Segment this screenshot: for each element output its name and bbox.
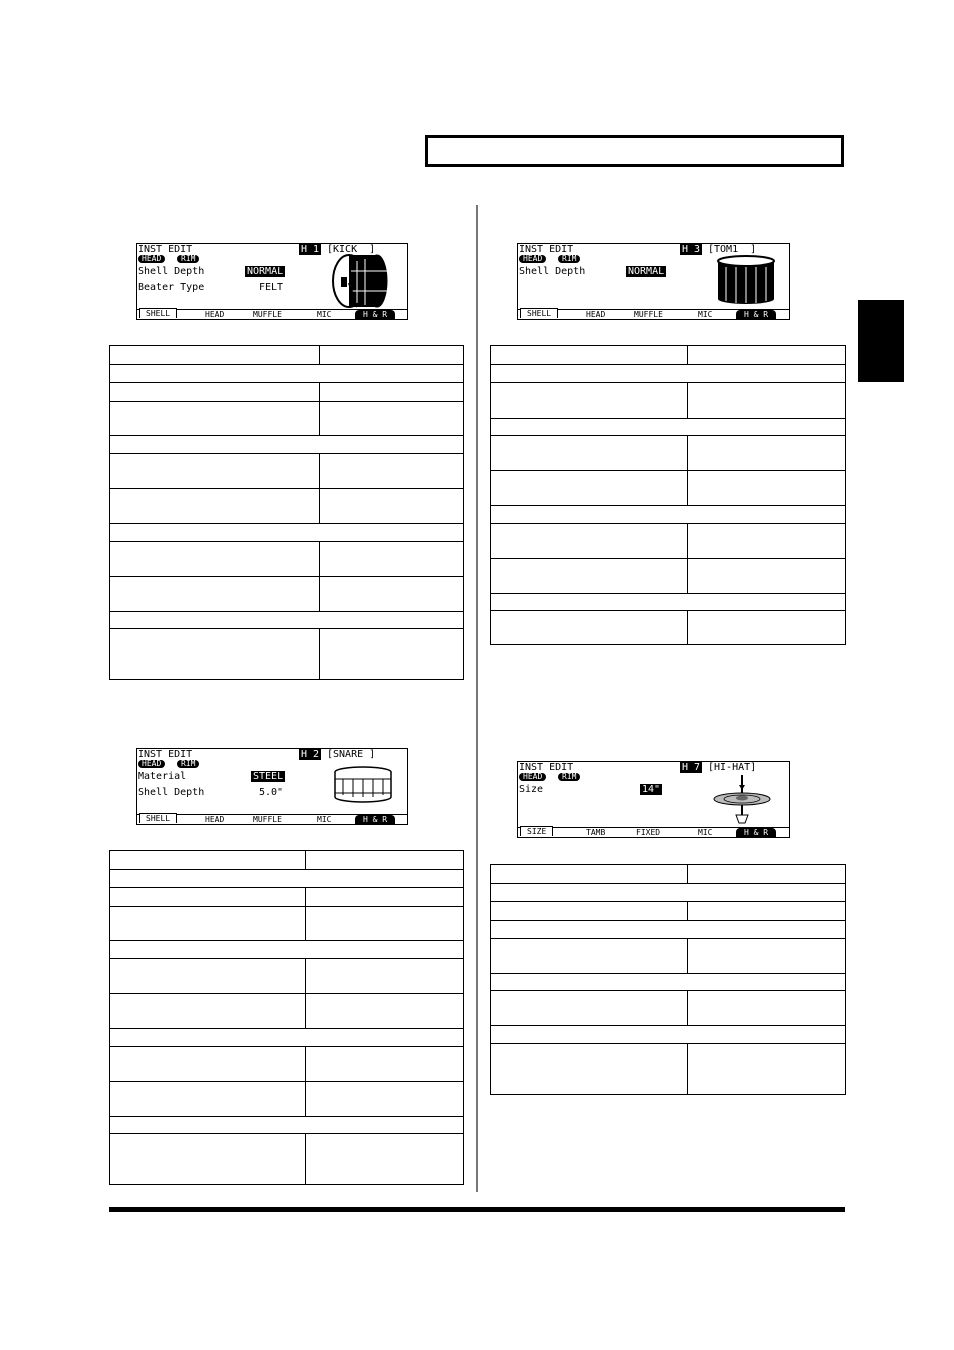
lcd-pad-number: H 2 <box>301 749 320 760</box>
lcd-param-value: 14" <box>642 784 661 795</box>
table-row <box>491 939 845 974</box>
lcd-tab-shell[interactable]: SHELL <box>139 813 177 823</box>
lcd-pad-number: H 7 <box>682 762 701 773</box>
lcd-head-pill: HEAD <box>138 760 165 768</box>
table-header-row <box>110 346 463 365</box>
lcd-instrument-name: [HI-HAT] <box>708 762 757 773</box>
lcd-tab-tamb[interactable]: TAMB <box>586 828 606 837</box>
lcd-title: INST EDIT <box>138 749 193 760</box>
table-header-row <box>110 851 463 870</box>
lcd-snare <box>136 748 408 825</box>
table-row <box>491 383 845 419</box>
hihat-parameter-table <box>490 864 846 1095</box>
lcd-tab-hr[interactable]: H & R <box>355 815 395 824</box>
lcd-tab-mic[interactable]: MIC <box>698 310 713 319</box>
table-row <box>110 489 463 524</box>
lcd-param-label: Size <box>519 784 544 795</box>
lcd-tab-head[interactable]: HEAD <box>205 310 225 319</box>
table-row <box>110 383 463 402</box>
lcd-head-pill: HEAD <box>519 773 546 781</box>
bottom-rule <box>109 1207 845 1212</box>
tom-drum-icon <box>716 255 776 307</box>
table-row <box>491 524 845 559</box>
lcd-tab-mic[interactable]: MIC <box>317 815 332 824</box>
table-section-row <box>491 921 845 939</box>
lcd-param-label: Shell Depth <box>138 266 205 277</box>
table-row <box>110 1134 463 1184</box>
section-header-box <box>425 135 844 167</box>
lcd-instrument-name: [TOM1 ] <box>708 244 757 255</box>
table-section-row <box>110 870 463 888</box>
table-row <box>491 471 845 506</box>
lcd-tab-hr[interactable]: H & R <box>355 310 395 319</box>
kick-parameter-table <box>109 345 464 680</box>
table-section-row <box>110 1117 463 1134</box>
table-section-row <box>491 884 845 902</box>
tom-parameter-table <box>490 345 846 645</box>
table-section-row <box>491 1026 845 1044</box>
table-row <box>110 888 463 907</box>
table-row <box>110 1047 463 1082</box>
table-section-row <box>491 419 845 436</box>
lcd-tab-shell[interactable]: SHELL <box>520 308 558 318</box>
table-row <box>110 402 463 436</box>
lcd-instrument-name: [SNARE ] <box>327 749 376 760</box>
column-divider <box>476 205 478 1192</box>
lcd-tab-muffle[interactable]: MUFFLE <box>634 310 663 319</box>
lcd-param-value: FELT <box>259 282 284 293</box>
lcd-tab-head[interactable]: HEAD <box>586 310 606 319</box>
lcd-tab-muffle[interactable]: MUFFLE <box>253 815 282 824</box>
lcd-tab-fixed[interactable]: FIXED <box>636 828 661 837</box>
lcd-tab-bar <box>137 814 407 824</box>
lcd-param-value: 5.0" <box>259 787 284 798</box>
table-section-row <box>491 974 845 991</box>
snare-parameter-table <box>109 850 464 1185</box>
table-row <box>491 1044 845 1094</box>
lcd-param-label: Material <box>138 771 187 782</box>
lcd-tab-head[interactable]: HEAD <box>205 815 225 824</box>
lcd-hihat <box>517 761 790 838</box>
table-section-row <box>110 365 463 383</box>
lcd-param-label: Beater Type <box>138 282 205 293</box>
table-header-row <box>491 346 845 365</box>
table-section-row <box>491 594 845 611</box>
chapter-side-tab <box>858 300 904 382</box>
lcd-tab-bar <box>518 309 789 319</box>
table-section-row <box>110 941 463 959</box>
table-row <box>110 959 463 994</box>
lcd-param-value: NORMAL <box>247 266 284 277</box>
table-row <box>110 454 463 489</box>
lcd-tab-mic[interactable]: MIC <box>317 310 332 319</box>
lcd-tab-size[interactable]: SIZE <box>520 826 553 836</box>
table-section-row <box>110 436 463 454</box>
table-section-row <box>110 524 463 542</box>
lcd-head-pill: HEAD <box>138 255 165 263</box>
lcd-tab-bar <box>518 827 789 837</box>
lcd-title: INST EDIT <box>519 762 574 773</box>
lcd-tab-hr[interactable]: H & R <box>736 828 776 837</box>
lcd-tab-mic[interactable]: MIC <box>698 828 713 837</box>
lcd-tab-muffle[interactable]: MUFFLE <box>253 310 282 319</box>
lcd-tab-shell[interactable]: SHELL <box>139 308 177 318</box>
lcd-tab-bar <box>137 309 407 319</box>
table-row <box>110 577 463 612</box>
lcd-param-label: Shell Depth <box>138 787 205 798</box>
lcd-param-label: Shell Depth <box>519 266 586 277</box>
table-row <box>491 902 845 921</box>
table-header-row <box>491 865 845 884</box>
table-row <box>110 907 463 941</box>
lcd-pad-number: H 3 <box>682 244 701 255</box>
table-row <box>110 994 463 1029</box>
lcd-tab-hr[interactable]: H & R <box>736 310 776 319</box>
lcd-title: INST EDIT <box>138 244 193 255</box>
lcd-pad-number: H 1 <box>301 244 320 255</box>
lcd-title: INST EDIT <box>519 244 574 255</box>
lcd-rim-pill: RIM <box>558 773 580 781</box>
lcd-rim-pill: RIM <box>177 760 199 768</box>
table-section-row <box>491 365 845 383</box>
table-row <box>491 611 845 644</box>
lcd-head-pill: HEAD <box>519 255 546 263</box>
snare-drum-icon <box>333 765 393 805</box>
kick-drum-icon <box>329 253 389 309</box>
table-section-row <box>110 612 463 629</box>
table-row <box>110 629 463 679</box>
lcd-instrument-name: [KICK ] <box>327 244 376 255</box>
lcd-kick <box>136 243 408 320</box>
lcd-tom <box>517 243 790 320</box>
table-row <box>491 559 845 594</box>
table-row <box>110 1082 463 1117</box>
hihat-cymbal-icon <box>712 775 772 825</box>
table-row <box>491 436 845 471</box>
table-row <box>110 542 463 577</box>
lcd-param-value: STEEL <box>253 771 284 782</box>
lcd-param-value: NORMAL <box>628 266 665 277</box>
table-section-row <box>110 1029 463 1047</box>
lcd-rim-pill: RIM <box>177 255 199 263</box>
table-row <box>491 991 845 1026</box>
table-section-row <box>491 506 845 524</box>
lcd-rim-pill: RIM <box>558 255 580 263</box>
